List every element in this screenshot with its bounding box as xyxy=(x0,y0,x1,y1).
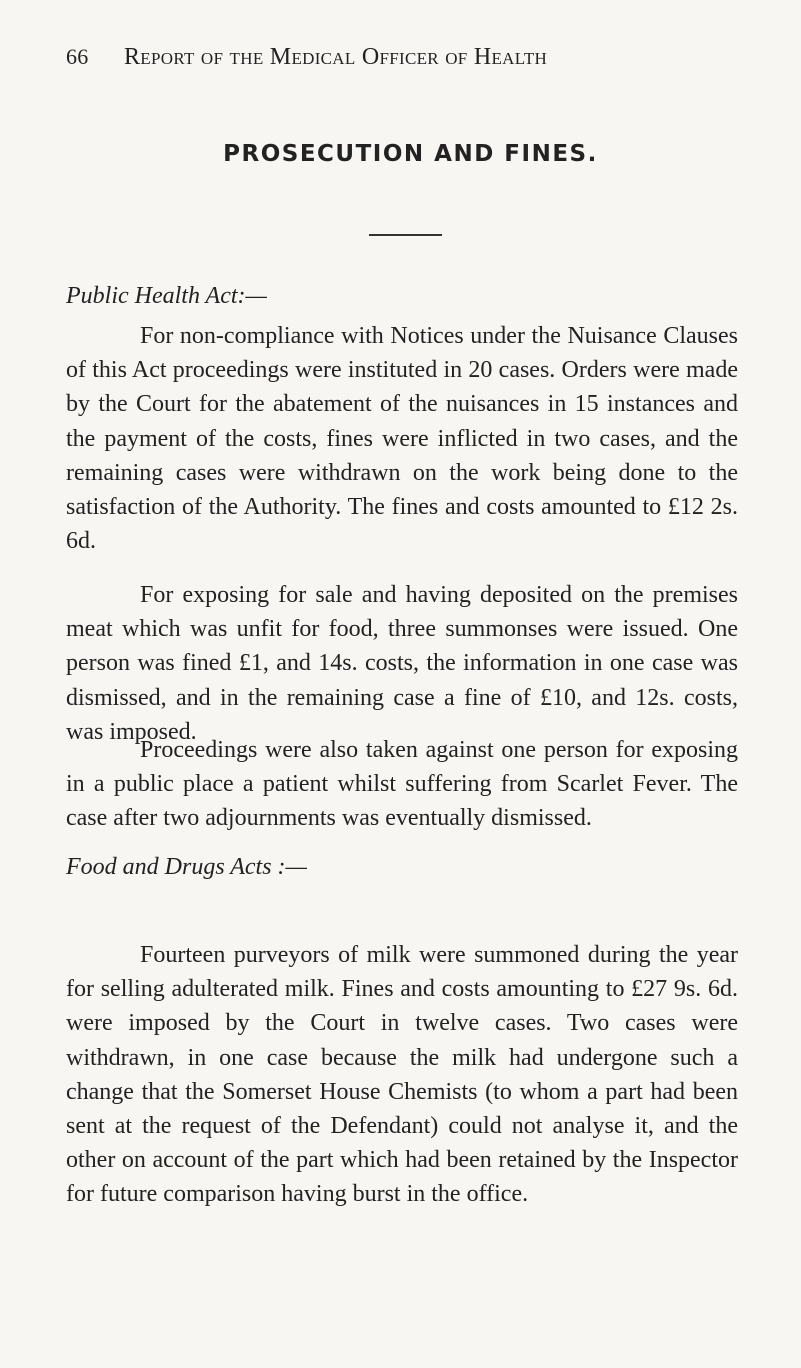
page-heading: PROSECUTION AND FINES. xyxy=(223,141,598,167)
heading-rule xyxy=(369,234,442,236)
section-title-public-health-act: Public Health Act:— xyxy=(66,283,267,309)
paragraph-adulterated-milk: Fourteen purveyors of milk were summoned during the year for selling adulterated milk. Fines and costs amounting to £27 9s. 6d. were imposed by the Court in twelve cases. Two cases were withdrawn, in one case because the milk had undergone such a change that the Somerset House Chemists (to whom a part had been sent at the request of the Defendant) could not analyse it, and the other on account of the part which had been retained by the Inspector for future comparison having burst in the office. xyxy=(66,942,738,1208)
paragraph-scarlet-fever: Proceedings were also taken against one person for exposing in a public place a patient whilst suffering from Scarlet Fever. The case after two adjournments was eventually dismissed. xyxy=(66,737,738,832)
running-head-title: Report of the Medical Officer of Health xyxy=(124,44,548,70)
running-head xyxy=(66,44,706,71)
section-title-food-and-drugs-acts: Food and Drugs Acts :— xyxy=(66,854,307,880)
paragraph-nuisance-clauses: For non-compliance with Notices under the Nuisance Clauses of this Act proceedings were instituted in 20 cases. Orders were made by the Court for the abatement of the nuisances in 15 instances and the payment of the costs, fines were inflicted in two cases, and the remaining cases were withdrawn on the work being done to the satisfaction of the Authority. The fines and costs amounted to £12 2s. 6d. xyxy=(66,323,738,555)
page-number: 66 xyxy=(66,44,89,69)
paragraph-unfit-meat: For exposing for sale and having deposited on the premises meat which was unfit for food, three summonses were issued. One person was fined £1, and 14s. costs, the information in one case was dismissed, and in the remaining case a fine of £10, and 12s. costs, was imposed. xyxy=(66,582,738,745)
